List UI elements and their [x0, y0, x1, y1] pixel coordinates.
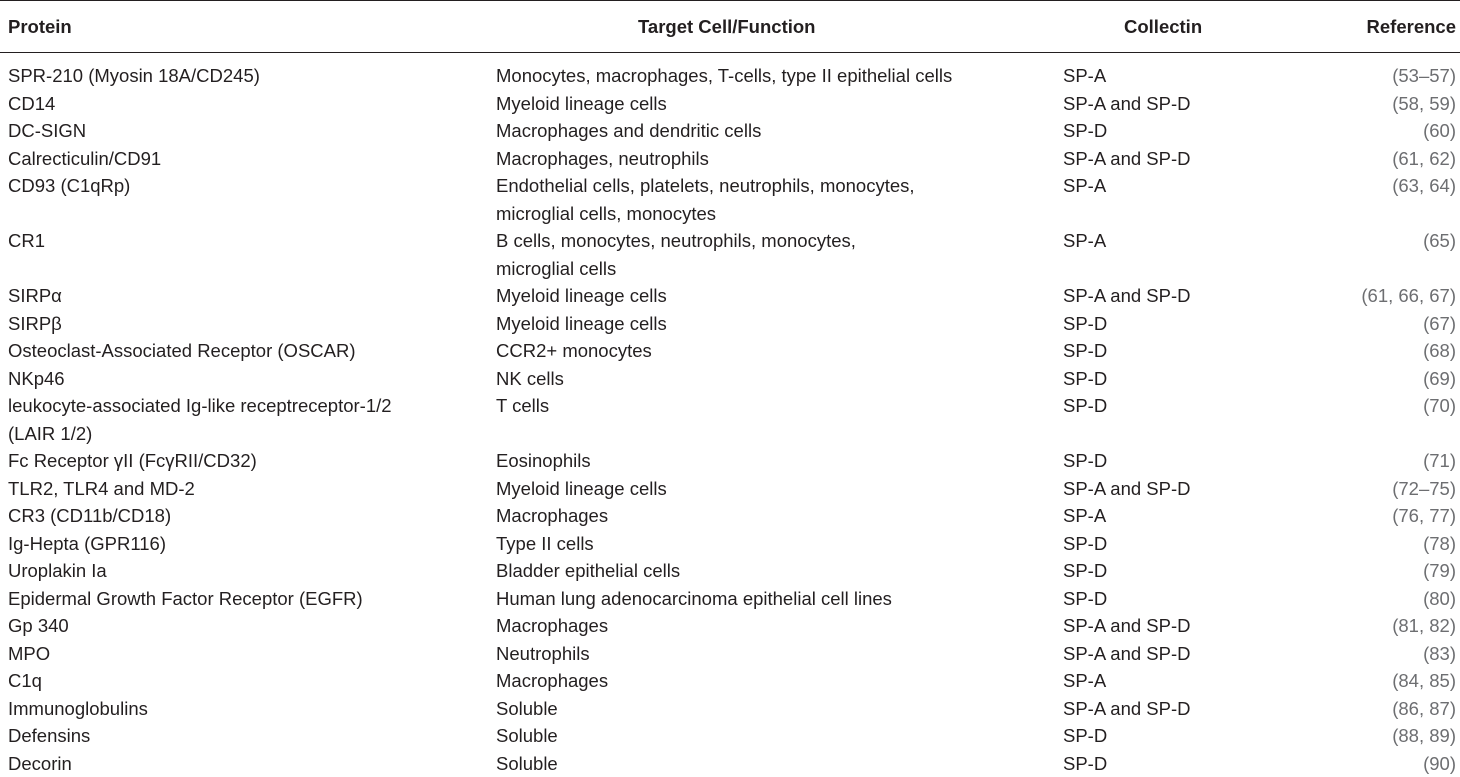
- cell-collectin: SP-A: [1063, 62, 1106, 90]
- cell-target: T cells: [496, 392, 549, 420]
- cell-protein: CD14: [8, 90, 55, 118]
- cell-target: Eosinophils: [496, 447, 591, 475]
- cell-protein: Defensins: [8, 722, 90, 750]
- table-row: [0, 557, 1460, 585]
- cell-target: Macrophages: [496, 502, 608, 530]
- cell-collectin: SP-D: [1063, 392, 1107, 420]
- cell-collectin: SP-D: [1063, 310, 1107, 338]
- cell-collectin: SP-A and SP-D: [1063, 282, 1191, 310]
- table-row: [0, 585, 1460, 613]
- cell-target: Soluble: [496, 695, 558, 723]
- cell-collectin: SP-D: [1063, 337, 1107, 365]
- cell-target: B cells, monocytes, neutrophils, monocytes, microglial cells: [496, 227, 856, 282]
- table-row: [0, 667, 1460, 695]
- cell-collectin: SP-A: [1063, 172, 1106, 200]
- table-row: [0, 227, 1460, 282]
- cell-protein: Osteoclast-Associated Receptor (OSCAR): [8, 337, 356, 365]
- cell-target: Neutrophils: [496, 640, 590, 668]
- cell-reference: (84, 85): [1392, 667, 1456, 695]
- table-row: [0, 750, 1460, 777]
- cell-protein: DC-SIGN: [8, 117, 86, 145]
- cell-target: Type II cells: [496, 530, 594, 558]
- cell-target: Soluble: [496, 750, 558, 777]
- table-row: [0, 612, 1460, 640]
- table-row: [0, 447, 1460, 475]
- cell-protein: NKp46: [8, 365, 65, 393]
- cell-collectin: SP-D: [1063, 585, 1107, 613]
- cell-reference: (69): [1423, 365, 1456, 393]
- cell-reference: (71): [1423, 447, 1456, 475]
- cell-reference: (83): [1423, 640, 1456, 668]
- cell-protein: CD93 (C1qRp): [8, 172, 130, 200]
- cell-target: Soluble: [496, 722, 558, 750]
- cell-protein: Ig-Hepta (GPR116): [8, 530, 166, 558]
- cell-reference: (86, 87): [1392, 695, 1456, 723]
- cell-reference: (70): [1423, 392, 1456, 420]
- cell-protein: CR1: [8, 227, 45, 255]
- cell-protein: TLR2, TLR4 and MD-2: [8, 475, 195, 503]
- table-row: [0, 722, 1460, 750]
- cell-protein: SIRPβ: [8, 310, 62, 338]
- cell-collectin: SP-D: [1063, 557, 1107, 585]
- cell-reference: (53–57): [1392, 62, 1456, 90]
- table-row: [0, 310, 1460, 338]
- table-row: [0, 392, 1460, 447]
- table-row: [0, 282, 1460, 310]
- cell-reference: (63, 64): [1392, 172, 1456, 200]
- cell-reference: (80): [1423, 585, 1456, 613]
- cell-protein: C1q: [8, 667, 42, 695]
- cell-collectin: SP-A and SP-D: [1063, 475, 1191, 503]
- table-row: [0, 640, 1460, 668]
- cell-reference: (79): [1423, 557, 1456, 585]
- cell-collectin: SP-A and SP-D: [1063, 640, 1191, 668]
- cell-collectin: SP-D: [1063, 530, 1107, 558]
- cell-reference: (88, 89): [1392, 722, 1456, 750]
- cell-collectin: SP-D: [1063, 447, 1107, 475]
- cell-protein: Epidermal Growth Factor Receptor (EGFR): [8, 585, 363, 613]
- cell-target: Monocytes, macrophages, T-cells, type II epithelial cells: [496, 62, 952, 90]
- header-collectin: Collectin: [1124, 14, 1202, 40]
- cell-collectin: SP-D: [1063, 750, 1107, 777]
- cell-reference: (61, 66, 67): [1361, 282, 1456, 310]
- cell-target: Myeloid lineage cells: [496, 310, 667, 338]
- table-row: [0, 172, 1460, 227]
- cell-target: Myeloid lineage cells: [496, 90, 667, 118]
- table-row: [0, 90, 1460, 118]
- cell-reference: (65): [1423, 227, 1456, 255]
- cell-collectin: SP-A and SP-D: [1063, 612, 1191, 640]
- cell-protein: MPO: [8, 640, 50, 668]
- cell-protein: Immunoglobulins: [8, 695, 148, 723]
- cell-reference: (76, 77): [1392, 502, 1456, 530]
- cell-protein: SPR-210 (Myosin 18A/CD245): [8, 62, 260, 90]
- cell-protein: CR3 (CD11b/CD18): [8, 502, 171, 530]
- table-row: [0, 502, 1460, 530]
- cell-collectin: SP-A: [1063, 502, 1106, 530]
- header-reference: Reference: [1367, 14, 1456, 40]
- cell-reference: (78): [1423, 530, 1456, 558]
- cell-target: Macrophages and dendritic cells: [496, 117, 761, 145]
- cell-target: CCR2+ monocytes: [496, 337, 652, 365]
- cell-target: Myeloid lineage cells: [496, 475, 667, 503]
- cell-reference: (72–75): [1392, 475, 1456, 503]
- cell-collectin: SP-D: [1063, 722, 1107, 750]
- cell-target: Macrophages, neutrophils: [496, 145, 709, 173]
- cell-reference: (67): [1423, 310, 1456, 338]
- cell-target: Macrophages: [496, 667, 608, 695]
- cell-reference: (90): [1423, 750, 1456, 777]
- table-row: [0, 117, 1460, 145]
- cell-reference: (68): [1423, 337, 1456, 365]
- table-row: [0, 475, 1460, 503]
- table-row: [0, 337, 1460, 365]
- header-protein: Protein: [8, 14, 72, 40]
- table-row: [0, 62, 1460, 90]
- table-row: [0, 530, 1460, 558]
- cell-target: Myeloid lineage cells: [496, 282, 667, 310]
- cell-protein: leukocyte-associated Ig-like receptreceptor-1/2 (LAIR 1/2): [8, 392, 392, 447]
- cell-target: NK cells: [496, 365, 564, 393]
- table-row: [0, 145, 1460, 173]
- cell-protein: Decorin: [8, 750, 72, 777]
- cell-target: Endothelial cells, platelets, neutrophils, monocytes, microglial cells, monocytes: [496, 172, 915, 227]
- cell-protein: Fc Receptor γII (FcγRII/CD32): [8, 447, 257, 475]
- cell-reference: (61, 62): [1392, 145, 1456, 173]
- cell-collectin: SP-D: [1063, 365, 1107, 393]
- cell-collectin: SP-A and SP-D: [1063, 90, 1191, 118]
- cell-collectin: SP-A and SP-D: [1063, 145, 1191, 173]
- cell-collectin: SP-A: [1063, 667, 1106, 695]
- cell-reference: (60): [1423, 117, 1456, 145]
- cell-collectin: SP-A: [1063, 227, 1106, 255]
- table-row: [0, 365, 1460, 393]
- header-rule: [0, 52, 1460, 53]
- cell-protein: Calrecticulin/CD91: [8, 145, 161, 173]
- cell-target: Human lung adenocarcinoma epithelial cell lines: [496, 585, 892, 613]
- table-row: [0, 695, 1460, 723]
- cell-reference: (58, 59): [1392, 90, 1456, 118]
- header-target: Target Cell/Function: [638, 14, 815, 40]
- table-header: [0, 0, 1460, 54]
- cell-protein: SIRPα: [8, 282, 62, 310]
- cell-protein: Uroplakin Ia: [8, 557, 107, 585]
- cell-protein: Gp 340: [8, 612, 69, 640]
- cell-target: Bladder epithelial cells: [496, 557, 680, 585]
- cell-target: Macrophages: [496, 612, 608, 640]
- cell-collectin: SP-A and SP-D: [1063, 695, 1191, 723]
- cell-collectin: SP-D: [1063, 117, 1107, 145]
- cell-reference: (81, 82): [1392, 612, 1456, 640]
